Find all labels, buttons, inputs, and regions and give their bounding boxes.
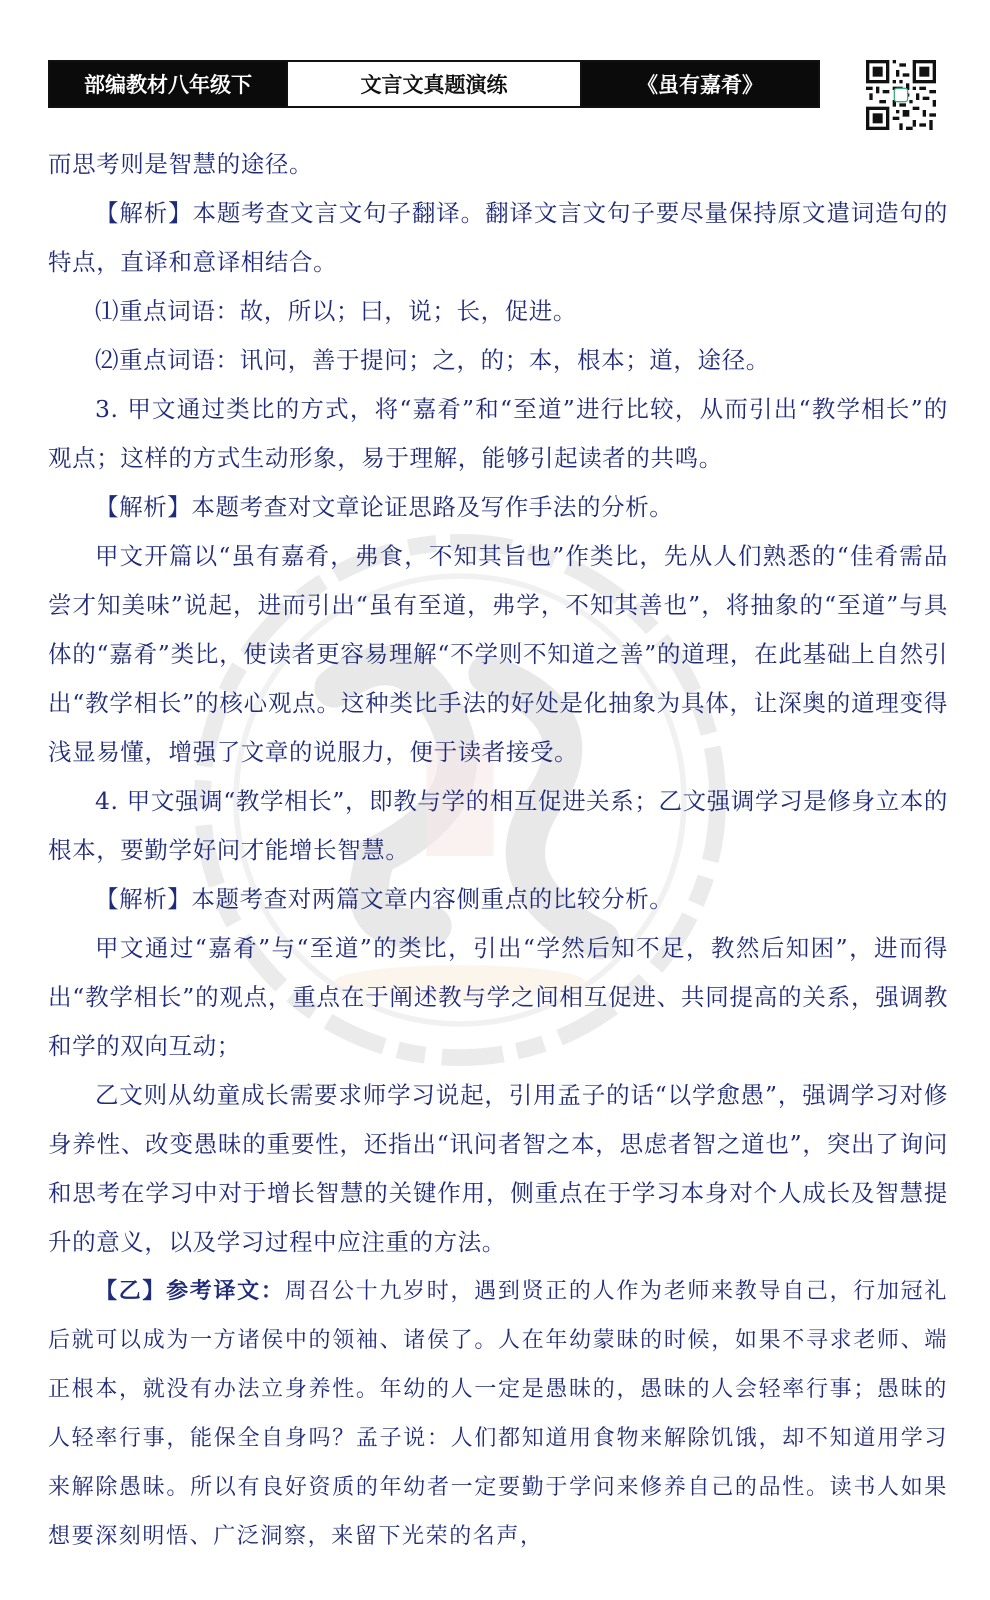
paragraph-answer-4: 4. 甲文强调“教学相长”，即教与学的相互促进关系；乙文强调学习是修身立本的根本，要勤学好问才能增长智慧。: [48, 787, 948, 864]
analysis-tag: 【解析】: [95, 199, 193, 227]
header-section-title: 文言文真题演练: [286, 62, 582, 106]
translation-text: 周召公十九岁时，遇到贤正的人作为老师来教导自己，行加冠礼后就可以成为一方诸侯中的领袖、诸侯了。人在年幼蒙昧的时候，如果不寻求老师、端正根本，就没有办法立身养性。年幼的人一定是愚昧的，愚昧的人会轻率行事；愚昧的人轻率行事，能保全自身吗？孟子说：人们都知道用食物来解除饥饿，却不知道用学习来解除愚昧。所以有良好资质的年幼者一定要勤于学问来修养自己的品性。读书人如果想要深刻明悟、广泛洞察，来留下光荣的名声，: [48, 1279, 948, 1549]
paragraph-explanation-4b: 乙文则从幼童成长需要求师学习说起，引用孟子的话“以学愈愚”，强调学习对修身养性、改变愚昧的重要性，还指出“讯问者智之本，思虑者智之道也”，突出了询问和思考在学习中对于增长智慧的关键作用，侧重点在于学习本身对个人成长及智慧提升的意义，以及学习过程中应注重的方法。: [48, 1081, 948, 1256]
header-bar: [48, 60, 820, 108]
header-grade-label: 部编教材八年级下: [50, 62, 286, 106]
analysis-text: 本题考查对两篇文章内容侧重点的比较分析。: [191, 885, 674, 913]
paragraph-explanation-4a: 甲文通过“嘉肴”与“至道”的类比，引出“学然后知不足，教然后知困”，进而得出“教学相长”的观点，重点在于阐述教与学之间相互促进、共同提高的关系，强调教和学的双向互动；: [48, 934, 948, 1060]
analysis-text: 本题考查对文章论证思路及写作手法的分析。: [191, 493, 674, 521]
translation-tag: 【乙】参考译文：: [95, 1279, 285, 1304]
analysis-text: 本题考查文言文句子翻译。翻译文言文句子要尽量保持原文遣词造句的特点，直译和意译相结合。: [48, 199, 948, 276]
paragraph-analysis-2: [48, 483, 948, 532]
header-lesson-title: 《虽有嘉肴》: [582, 62, 818, 106]
paragraph-translation-yi: [48, 1267, 948, 1561]
paragraph-key-words-2: ⑵重点词语：讯问，善于提问；之，的；本，根本；道，途径。: [95, 346, 770, 374]
paragraph-analysis-3: [48, 875, 948, 924]
document-body: [48, 140, 948, 1561]
paragraph-explanation-3: 甲文开篇以“虽有嘉肴，弗食，不知其旨也”作类比，先从人们熟悉的“佳肴需品尝才知美味”说起，进而引出“虽有至道，弗学，不知其善也”，将抽象的“至道”与具体的“嘉肴”类比，使读者更容易理解“不学则不知道之善”的道理，在此基础上自然引出“教学相长”的核心观点。这种类比手法的好处是化抽象为具体，让深奥的道理变得浅显易懂，增强了文章的说服力，便于读者接受。: [48, 542, 948, 766]
paragraph-answer-3: 3. 甲文通过类比的方式，将“嘉肴”和“至道”进行比较，从而引出“教学相长”的观点；这样的方式生动形象，易于理解，能够引起读者的共鸣。: [48, 395, 948, 472]
paragraph-analysis-1: [48, 189, 948, 287]
analysis-tag: 【解析】: [95, 885, 192, 913]
analysis-tag: 【解析】: [95, 493, 192, 521]
paragraph-1: 而思考则是智慧的途径。: [48, 150, 314, 178]
qr-code-icon: [866, 60, 936, 130]
paragraph-key-words-1: ⑴重点词语：故，所以；曰，说；长，促进。: [95, 297, 577, 325]
